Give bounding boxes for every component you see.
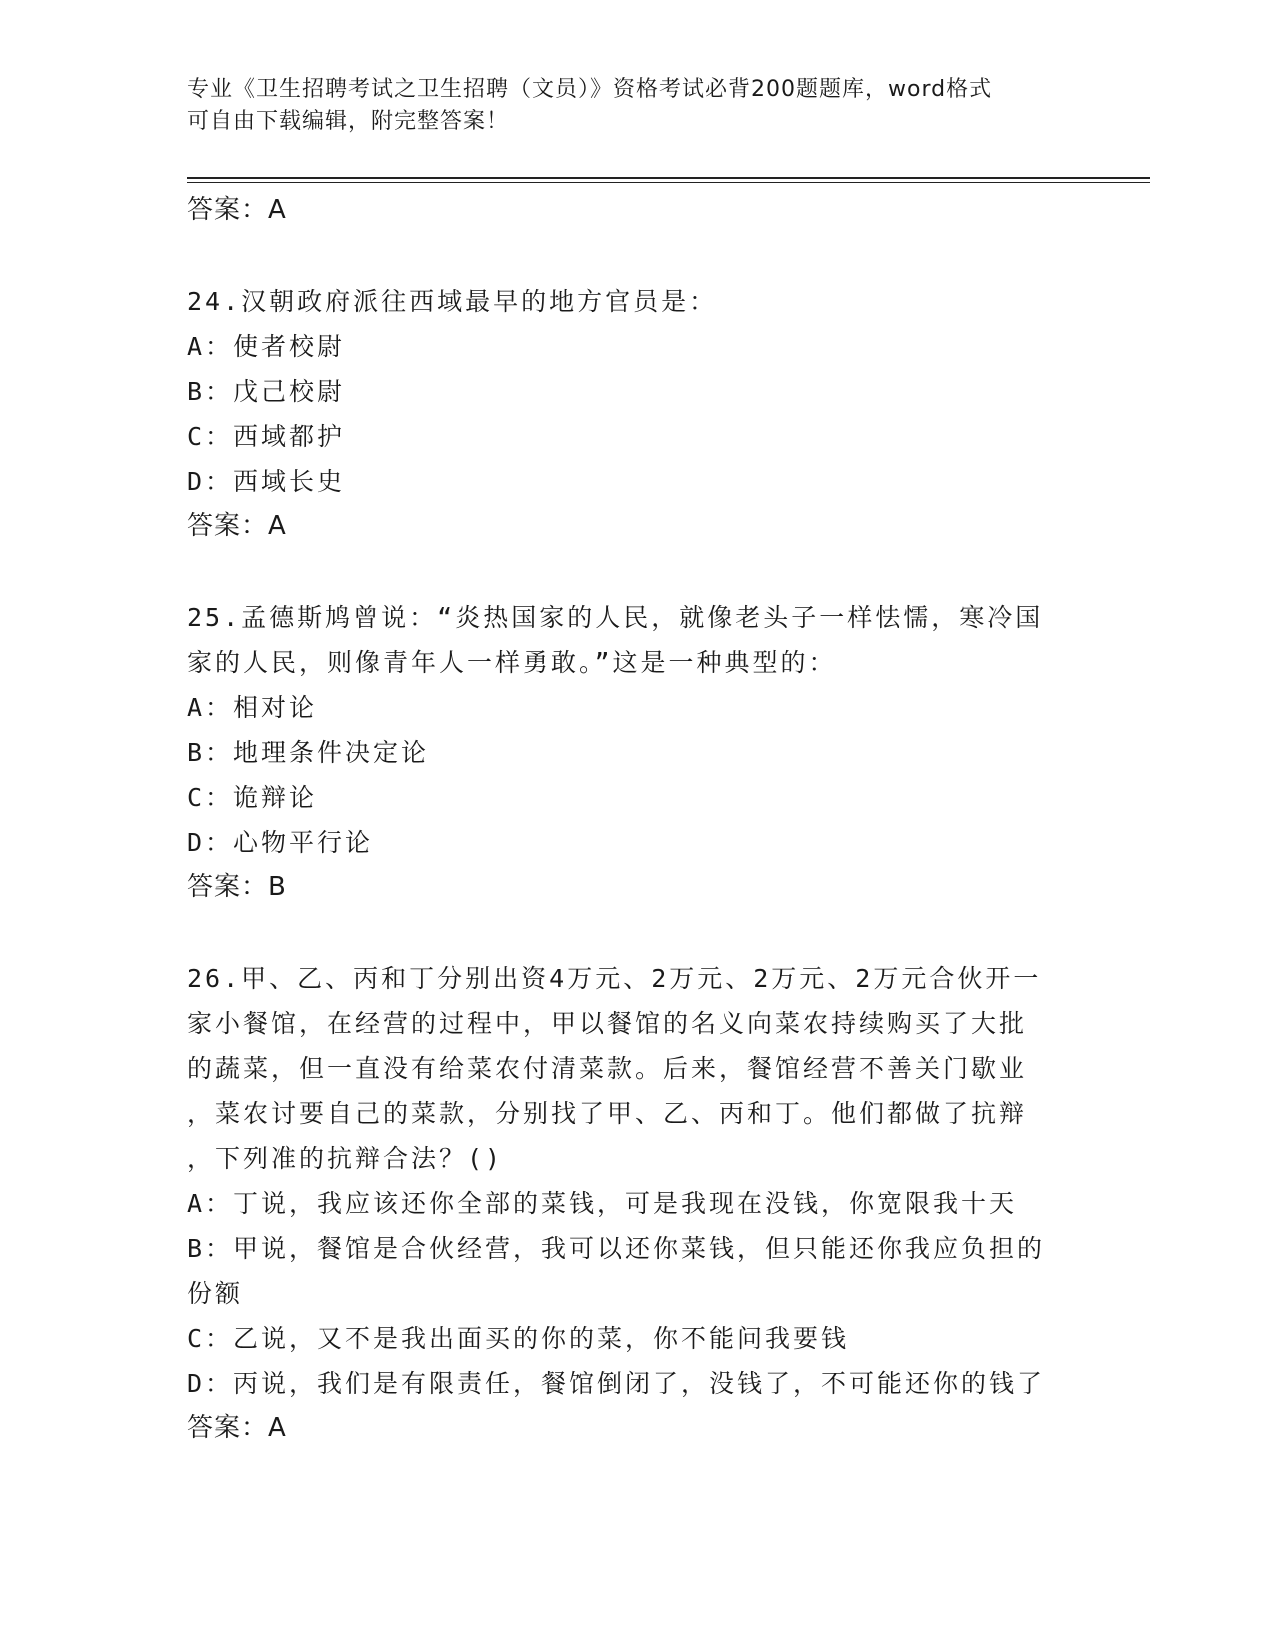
header-line-2: 可自由下载编辑，附完整答案！ xyxy=(187,109,510,134)
question-stem-line: 25.孟德斯鸠曾说：“炎热国家的人民，就像老头子一样怯懦，寒冷国 xyxy=(187,603,1044,632)
header-line-1: 专业《卫生招聘考试之卫生招聘（文员）》资格考试必背200题题库，word格式 xyxy=(187,77,993,102)
spacer xyxy=(187,910,1087,956)
question-list xyxy=(187,188,1087,1451)
option-d: D：西域长史 xyxy=(187,467,346,496)
option-c: C：乙说，又不是我出面买的你的菜，你不能问我要钱 xyxy=(187,1324,850,1353)
previous-answer: 答案：A xyxy=(187,195,287,225)
answer-line: 答案：A xyxy=(187,1413,287,1443)
question-stem-line: 家的人民，则像青年人一样勇敢。”这是一种典型的： xyxy=(187,648,837,677)
option-a: A：相对论 xyxy=(187,693,318,722)
option-d: D：丙说，我们是有限责任，餐馆倒闭了，没钱了，不可能还你的钱了 xyxy=(187,1369,1046,1398)
option-a: A：使者校尉 xyxy=(187,332,346,361)
option-c: C：诡辩论 xyxy=(187,783,318,812)
question-stem-line: 26.甲、乙、丙和丁分别出资4万元、2万元、2万元、2万元合伙开一 xyxy=(187,964,1042,993)
option-b-continued: 份额 xyxy=(187,1279,244,1308)
question-stem-line: ，下列准的抗辩合法？() xyxy=(187,1144,504,1173)
option-c: C：西域都护 xyxy=(187,422,346,451)
question-stem-line: 家小餐馆，在经营的过程中，甲以餐馆的名义向菜农持续购买了大批 xyxy=(187,1009,1028,1038)
question-stem-line: 的蔬菜，但一直没有给菜农付清菜款。后来，餐馆经营不善关门歇业 xyxy=(187,1054,1028,1083)
question-stem-line: ，菜农讨要自己的菜款，分别找了甲、乙、丙和丁。他们都做了抗辩 xyxy=(187,1099,1028,1128)
header-divider-thin xyxy=(187,182,1150,183)
question-stem: 24.汉朝政府派往西域最早的地方官员是： xyxy=(187,287,718,316)
option-b: B：地理条件决定论 xyxy=(187,738,430,767)
document-header xyxy=(187,74,1067,138)
option-b: B：甲说，餐馆是合伙经营，我可以还你菜钱，但只能还你我应负担的 xyxy=(187,1234,1046,1263)
option-d: D：心物平行论 xyxy=(187,828,374,857)
option-b: B：戊己校尉 xyxy=(187,377,346,406)
question-block xyxy=(187,279,1087,549)
answer-line: 答案：A xyxy=(187,511,287,541)
answer-line: 答案：B xyxy=(187,872,287,902)
question-block xyxy=(187,595,1087,910)
question-block xyxy=(187,956,1087,1451)
spacer xyxy=(187,233,1087,279)
header-divider-thick xyxy=(187,177,1150,179)
option-a: A：丁说，我应该还你全部的菜钱，可是我现在没钱，你宽限我十天 xyxy=(187,1189,1018,1218)
spacer xyxy=(187,549,1087,595)
